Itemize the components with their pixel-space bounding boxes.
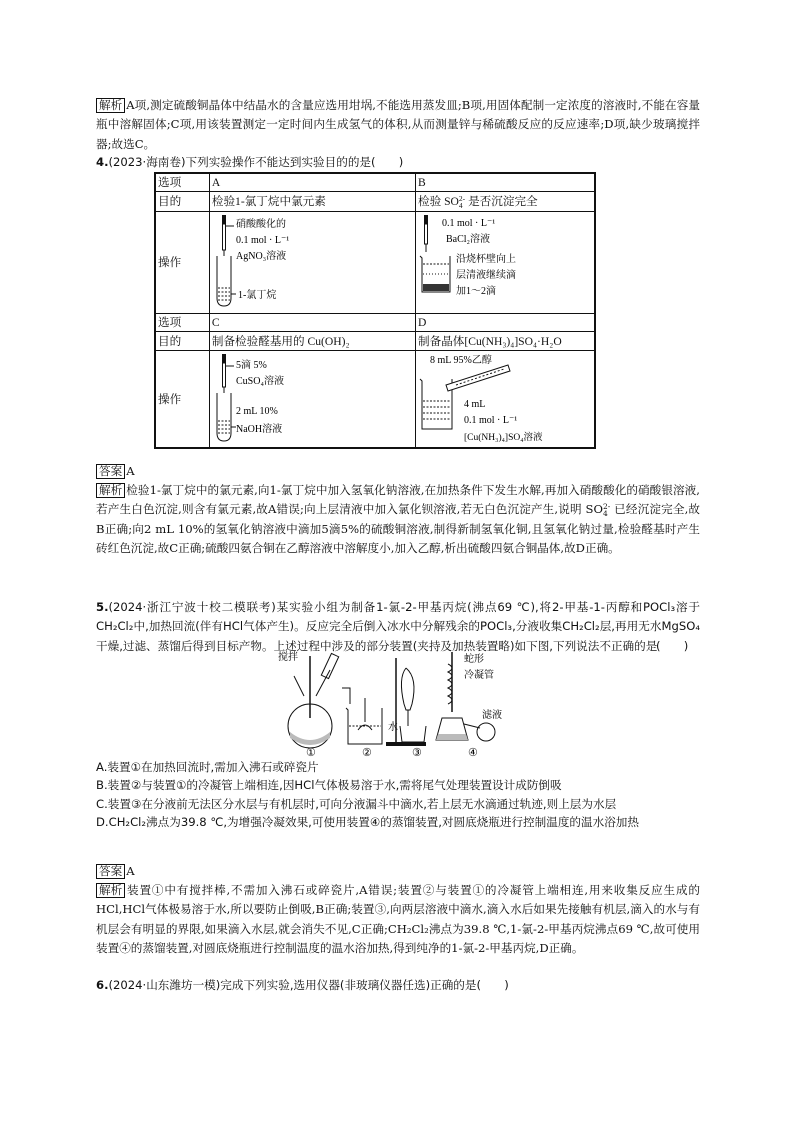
label-b-1: 0.1 mol · L⁻¹ — [442, 217, 496, 229]
cell-option-label: 选项 — [155, 173, 209, 191]
cell-goal-label-2: 目的 — [155, 331, 209, 350]
label-condenser-1: 蛇形 — [464, 654, 484, 665]
distillation-apparatus-icon — [436, 652, 495, 741]
answer-tag: 答案 — [96, 464, 125, 479]
label-c-1: 5滴 5% — [235, 359, 267, 371]
cell-op-label-1: 操作 — [155, 211, 209, 313]
q4-experiment-table — [154, 172, 596, 449]
label-a-2: 0.1 mol · L⁻¹ — [235, 234, 290, 246]
cell-op-d — [416, 350, 596, 448]
q5-option-d: D.CH₂Cl₂沸点为39.8 ℃,为增强冷凝效果,可使用装置④的蒸馏装置,对圆底烧瓶进行控制温度的温水浴加热 — [96, 815, 639, 830]
label-b-4: 层清液继续滴 — [456, 269, 516, 281]
sulfate-sub: 4 — [458, 201, 463, 211]
label-filtrate: 滤液 — [482, 710, 502, 721]
cell-goal-c: 制备检验醛基用的 Cu(OH)₂ — [209, 331, 415, 350]
q5-explanation — [96, 881, 700, 959]
goal-b-post: 是否沉淀完全 — [465, 194, 538, 208]
reflux-apparatus-icon — [288, 653, 350, 748]
cell-op-c — [209, 350, 415, 448]
sulfate-sup: 2- — [603, 502, 611, 512]
label-a-4: 1-氯丁烷 — [237, 289, 277, 301]
label-condenser-2: 冷凝管 — [464, 670, 494, 681]
label-d-3: 0.1 mol · L⁻¹ — [464, 414, 518, 426]
dropper-icon — [222, 215, 226, 256]
label-c-2: CuSO₄溶液 — [235, 375, 284, 387]
beaker-icon — [420, 256, 450, 292]
q6-stem-text: 完成下列实验,选用仪器(非玻璃仪器任选)正确的是( ) — [220, 978, 509, 992]
cell-goal-a: 检验1-氯丁烷中氯元素 — [209, 191, 415, 211]
label-a-3: AgNO₃溶液 — [235, 250, 286, 262]
q5-number: 5. — [96, 600, 109, 614]
label-b-3: 沿烧杯壁向上 — [456, 253, 516, 265]
q5-source: (2024·浙江宁波十校二模联考) — [108, 600, 276, 614]
q5-answer-value: A — [126, 864, 135, 878]
cell-op-label-2: 操作 — [155, 350, 209, 448]
q5-answer — [96, 862, 135, 881]
cell-goal-b — [416, 191, 596, 211]
q3-explanation — [96, 96, 700, 154]
q5-explanation-text: 装置①中有搅拌棒,不需加入沸石或碎瓷片,A错误;装置②与装置①的冷凝管上端相连,用来收集反应生成的HCl,HCl气体极易溶于水,所以要防止倒吸,B正确;装置③,向两层溶液中滴水,滴入水后如果先接触有机层,滴入的水与有机层会有明显的界限,如果滴入水层,就会消失不见,C正确;CH₂Cl₂沸点为39.8 ℃,1-氯-2-甲基丙烷沸点69 ℃,故可使用装置④的蒸馏装置,对圆底烧瓶进行控制温度的温水浴加热,得到纯净的1-氯-2-甲基丙烷,D正确。 — [96, 883, 700, 956]
q4-explanation-post: 已经沉淀完全,故B正确;向2 mL 10%的氢氧化钠溶液中滴加5滴5%的硫酸铜溶液,制得新制氢氧化铜,且氢氧化钠过量,检验醛基时产生砖红色沉淀,故C正确;硫酸四氨合铜在乙醇溶液中溶解度小,加入乙醇,析出硫酸四氨合铜晶体,故D正确。 — [96, 502, 701, 556]
q4-stem — [96, 153, 700, 172]
diagram-d — [416, 351, 594, 444]
dropper-icon — [222, 354, 226, 393]
label-d-1: 8 mL 95%乙醇 — [430, 354, 492, 366]
label-water: 水 — [388, 722, 398, 733]
q4-answer-value: A — [126, 464, 135, 478]
cell-op-b — [416, 211, 596, 313]
cell-goal-label: 目的 — [155, 191, 209, 211]
cell-option-b: B — [416, 173, 596, 191]
cell-op-a — [209, 211, 415, 313]
q3-explanation-text: A项,测定硫酸铜晶体中结晶水的含量应选用坩埚,不能选用蒸发皿;B项,用固体配制一定浓度的溶液时,不能在容量瓶中溶解固体;C项,用该装置测定一定时间内生成氢气的体积,从而测量锌与稀硫酸反应的反应速率;D项,缺少玻璃搅拌器;故选C。 — [96, 98, 700, 151]
label-a-1: 硝酸酸化的 — [235, 218, 286, 230]
label-stir: 搅拌 — [278, 652, 298, 663]
q5-stem-text: 某实验小组为制备1-氯-2-甲基丙烷(沸点69 ℃),将2-甲基-1-丙醇和POCl₃溶于CH₂Cl₂中,加热回流(伴有HCl气体产生)。反应完全后倒入冰水中分解残余的POCl₃,分液收集CH₂Cl₂层,再用无水MgSO₄干燥,过滤、蒸馏后得到目标产物。上述过程中涉及的部分装置(夹持及加热装置略)如下图,下列说法不正确的是 — [96, 600, 700, 653]
label-n4: ④ — [468, 747, 478, 758]
label-n3: ③ — [412, 747, 422, 758]
cell-option-label-2: 选项 — [155, 313, 209, 331]
diagram-b — [416, 212, 594, 310]
dropper-icon — [424, 215, 428, 252]
q5-option-c: C.装置③在分液前无法区分水层与有机层时,可向分液漏斗中滴水,若上层无水滴通过轨迹,则上层为水层 — [96, 796, 617, 811]
answer-tag: 答案 — [96, 864, 125, 879]
cell-option-c: C — [209, 313, 415, 331]
label-n2: ② — [362, 747, 372, 758]
q6-number: 6. — [96, 978, 109, 992]
absorber-beaker-icon — [346, 698, 382, 744]
q4-explanation-pre: 检验1-氯丁烷中的氯元素,向1-氯丁烷中加入氢氧化钠溶液,在加热条件下发生水解,再加入硝酸酸化的硝酸银溶液,若产生白色沉淀,则含有氯元素,故A错误;向上层清液中加入氯化钡溶液,若无白色沉淀产生,说明 SO — [96, 483, 700, 517]
label-n1: ① — [306, 747, 316, 758]
q6-stem — [96, 976, 700, 995]
q4-source: (2023·海南卷) — [108, 155, 186, 169]
label-b-2: BaCl₂溶液 — [446, 233, 491, 245]
diagram-c — [210, 351, 410, 444]
q4-stem-text: 下列实验操作不能达到实验目的的是( ) — [185, 155, 404, 169]
cell-option-d: D — [416, 313, 596, 331]
explanation-tag: 解析 — [96, 483, 125, 498]
label-b-5: 加1～2滴 — [456, 285, 496, 297]
test-tube-icon — [217, 256, 231, 306]
label-d-2: 4 mL — [464, 398, 486, 410]
q5-option-b: B.装置②与装置①的冷凝管上端相连,因HCl气体极易溶于水,需将尾气处理装置设计成防倒吸 — [96, 778, 562, 793]
goal-b-pre: 检验 SO — [418, 194, 459, 208]
diagram-a — [210, 212, 410, 310]
label-c-3: 2 mL 10% — [235, 405, 278, 417]
label-d-4: [Cu(NH₃)₄]SO₄溶液 — [464, 432, 543, 443]
q4-number: 4. — [96, 155, 109, 169]
label-c-4: NaOH溶液 — [235, 423, 282, 435]
q5-options — [96, 758, 700, 832]
explanation-tag: 解析 — [96, 98, 125, 113]
sulfate-sub: 4 — [603, 509, 608, 519]
q5-apparatus-figure — [276, 648, 516, 758]
graduated-cylinder-icon — [446, 365, 510, 391]
q4-answer — [96, 462, 135, 481]
test-tube-icon — [217, 393, 231, 441]
q5-answer-paren: ( ) — [656, 639, 689, 653]
q6-source: (2024·山东潍坊一模) — [108, 978, 221, 992]
cell-goal-d: 制备晶体[Cu(NH₃)₄]SO₄·H₂O — [416, 331, 596, 350]
explanation-tag: 解析 — [96, 883, 125, 898]
sulfate-sup: 2- — [458, 194, 466, 204]
q5-option-a: A.装置①在加热回流时,需加入沸石或碎瓷片 — [96, 760, 319, 774]
cell-option-a: A — [209, 173, 415, 191]
q4-explanation — [96, 481, 700, 559]
